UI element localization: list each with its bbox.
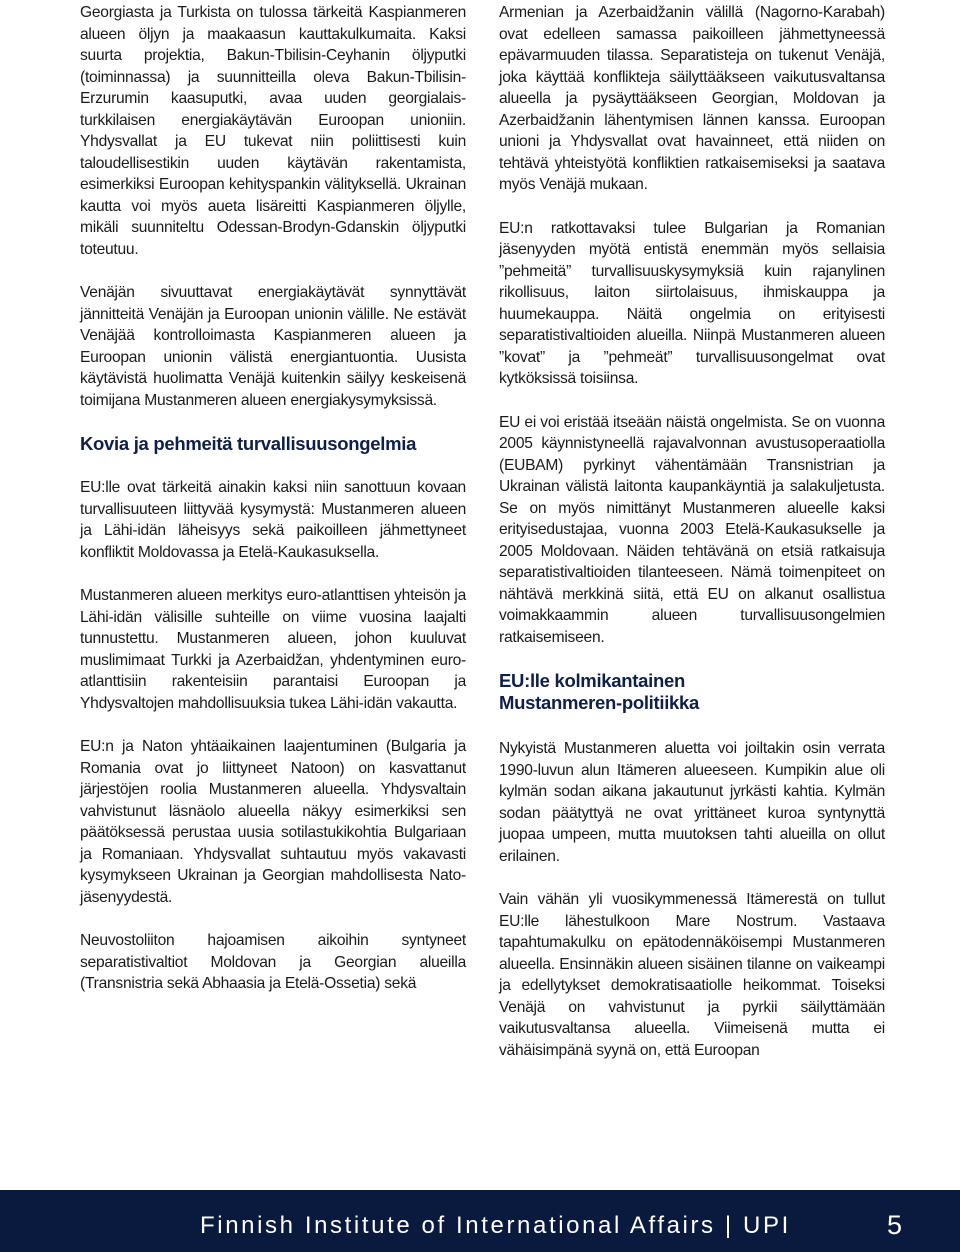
paragraph: Armenian ja Azerbaidžanin välillä (Nagorno-Karabah) ovat edelleen samassa paikoilleen jähmettyneessä epävarmuuden tilassa. Separatisteja on tukenut Venäjä, joka käyttää konflikteja säilyttääkseen vaikutusvaltansa alueella ja pysäyttääkseen Georgian, Moldovan ja Azerbaidžanin lähentymisen lännen kanssa. Euroopan unioni ja Yhdysvallat ovat havainneet, että niiden on tehtävä yhteistyötä konfliktien ratkaisemiseksi ja saatava myös Venäjä mukaan. bbox=[499, 4, 885, 193]
paragraph: EU:lle ovat tärkeitä ainakin kaksi niin sanottuun kovaan turvallisuuteen liittyvää kysymystä: Mustanmeren alueen ja Lähi-idän läheisyys sekä paikoilleen jähmettyneet konfliktit Moldovassa ja Etelä-Kaukasuksella. bbox=[80, 479, 466, 561]
paragraph: EU:n ja Naton yhtäaikainen laajentuminen (Bulgaria ja Romania ovat jo liittyneet Natoon) on kasvattanut järjestöjen roolia Mustanmeren alueella. Yhdysvaltain vahvistunut läsnäolo alueella näkyy esimerkiksi sen päätöksessä perustaa uusia sotilastukikohtia Bulgariaan ja Romaniaan. Yhdysvallat suhtautuu myös vakavasti kysymykseen Ukrainan ja Georgian mahdollisesta Nato-jäsenyydestä. bbox=[80, 738, 466, 906]
paragraph: Mustanmeren alueen merkitys euro-atlanttisen yhteisön ja Lähi-idän välisille suhteille on viime vuosina laajalti tunnustettu. Mustanmeren alueen, johon kuuluvat muslimimaat Turkki ja Azerbaidžan, yhdentyminen euro-atlanttisiin rakenteisiin parantaisi Euroopan ja Yhdysvaltojen mahdollisuuksia tukea Lähi-idän vakautta. bbox=[80, 587, 466, 712]
heading-line: Mustanmeren-politiikka bbox=[499, 692, 700, 713]
section-heading bbox=[499, 670, 885, 714]
page-number: 5 bbox=[886, 1210, 902, 1240]
left-column bbox=[80, 0, 466, 1017]
paragraph: EU:n ratkottavaksi tulee Bulgarian ja Romanian jäsenyyden myötä entistä enemmän myös sellaisia ”pehmeitä” turvallisuuskysymyksiä kuin rajanylinen rikollisuus, laiton siirtolaisuus, ihmiskauppa ja huumekauppa. Näitä ongelmia on erityisesti separatistivaltioiden alueilla. Niinpä Mustanmeren alueen ”kovat” ja ”pehmeät” turvallisuusongelmat ovat kytköksissä toisiinsa. bbox=[499, 219, 885, 387]
paragraph: Vain vähän yli vuosikymmenessä Itämerestä on tullut EU:lle lähestulkoon Mare Nostrum. Vastaava tapahtumakulku on epätodennäköisempi Mustanmeren alueella. Ensinnäkin alueen sisäinen tilanne on vaikeampi ja edellytykset demokratisaatiolle heikommat. Toiseksi Venäjä on vahvistunut ja pyrkii säilyttämään vaikutusvaltansa alueella. Viimeisenä mutta ei vähäisimpänä syynä on, että Euroopan bbox=[499, 891, 885, 1059]
page-footer bbox=[0, 1190, 960, 1252]
paragraph: EU ei voi eristää itseään näistä ongelmista. Se on vuonna 2005 käynnistyneellä rajavalvonnan avustusoperaatiolla (EUBAM) pyrkinyt vähentämään Transnistrian ja Ukrainan välistä laitonta kaupankäyntiä ja salakuljetusta. Se on myös nimittänyt Mustanmeren alueelle kaksi erityisedustajaa, vuonna 2003 Etelä-Kaukasukselle ja 2005 Moldovaan. Näiden tehtävänä on etsiä ratkaisuja separatistivaltioiden tilanteeseen. Nämä toimenpiteet on nähtävä merkkinä siitä, että EU on alkanut osallistua voimakkaammin alueen turvallisuusongelmien ratkaisemiseen. bbox=[499, 413, 885, 646]
section-heading: Kovia ja pehmeitä turvallisuusongelmia bbox=[80, 433, 417, 454]
right-column bbox=[499, 0, 885, 1083]
paragraph: Georgiasta ja Turkista on tulossa tärkeitä Kaspianmeren alueen öljyn ja maakaasun kauttakulkumaita. Kaksi suurta projektia, Bakun-Tbilisin-Ceyhanin öljyputki (toiminnassa) ja suunnitteilla oleva Bakun-Tbilisin-Erzurumin kaasuputki, avaa uuden georgialais-turkkilaisen energiakäytävän Euroopan unioniin. Yhdysvallat ja EU tukevat niin poliittisesti kuin taloudellisestikin uuden käytävän rakentamista, esimerkiksi Euroopan kehityspankin välityksellä. Ukrainan kautta voi myös aueta lisäreitti Kaspianmeren öljylle, mikäli suunniteltu Odessan-Brodyn-Gdanskin öljyputki toteutuu. bbox=[80, 4, 466, 258]
institute-name: Finnish Institute of International Affairs | UPI bbox=[200, 1212, 791, 1239]
paragraph: Nykyistä Mustanmeren aluetta voi joiltakin osin verrata 1990-luvun alun Itämeren alueeseen. Kumpikin alue oli kylmän sodan aikana jakautunut jyrkästi kahtia. Kylmän sodan päätyttyä ne ovat yrittäneet kuroa syntynyttä juopaa umpeen, mutta muutoksen tahti alueilla on ollut erilainen. bbox=[499, 740, 885, 865]
heading-line: EU:lle kolmikantainen bbox=[499, 670, 685, 691]
paragraph: Venäjän sivuuttavat energiakäytävät synnyttävät jännitteitä Venäjän ja Euroopan unionin välille. Ne estävät Venäjää kontrolloimasta Kaspianmeren alueen ja Euroopan unionin välistä energiantuontia. Uusista käytävistä huolimatta Venäjä kuitenkin säilyy keskeisenä toimijana Mustanmeren alueen energiakysymyksissä. bbox=[80, 284, 466, 409]
paragraph: Neuvostoliiton hajoamisen aikoihin syntyneet separatistivaltiot Moldovan ja Georgian alueilla (Transnistria sekä Abhaasia ja Etelä-Ossetia) sekä bbox=[80, 932, 466, 992]
